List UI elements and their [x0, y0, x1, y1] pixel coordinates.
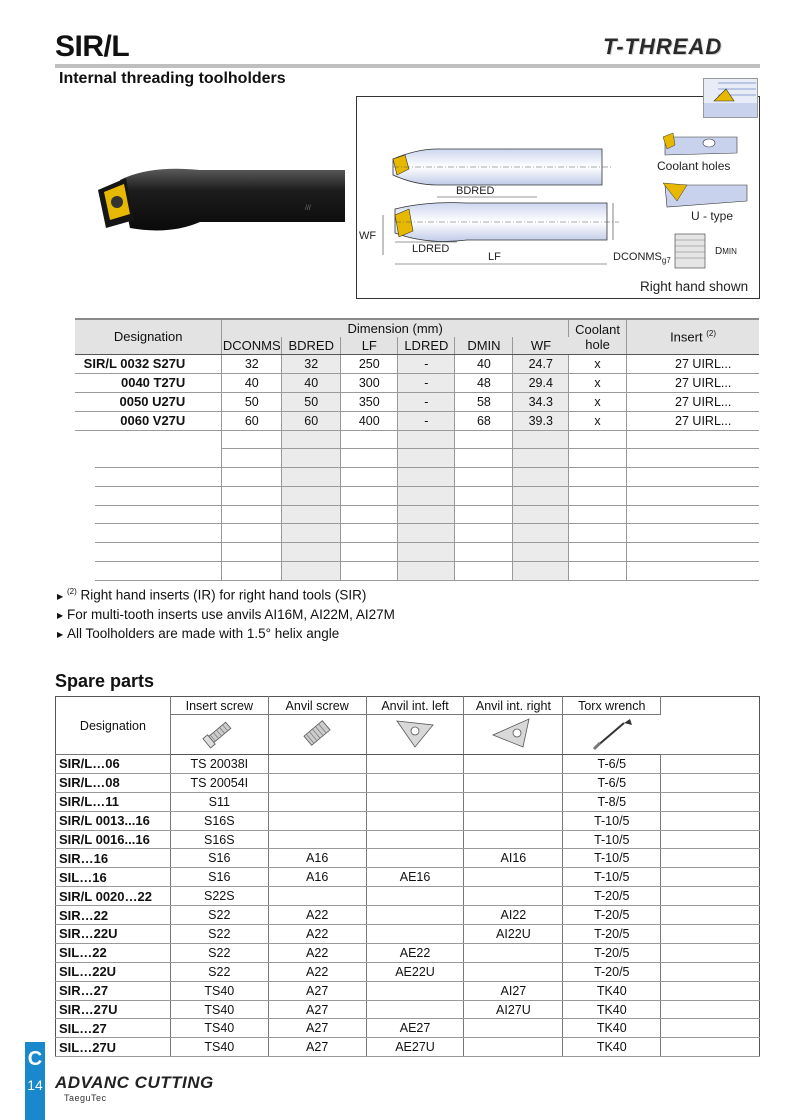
thread-thumbnail-art: [704, 79, 757, 117]
toolholder-photo: [90, 150, 345, 250]
spare-col-torx-wrench: Torx wrench: [563, 697, 661, 715]
advance-cutting-logo: ADVANC CUTTING: [55, 1073, 214, 1092]
spare-col-designation: Designation: [56, 697, 171, 755]
spare-table-row: SIL…27U TS40 A27 AE27U TK40: [56, 1038, 760, 1057]
technical-drawing: [356, 96, 760, 299]
insert-screw-icon: [170, 715, 268, 755]
spare-col-insert-screw: Insert screw: [170, 697, 268, 715]
col-dmin: DMIN: [455, 337, 513, 354]
empty-row: [75, 449, 759, 468]
spare-table-row: SIL…22 S22 A22 AE22 T-20/5: [56, 943, 760, 962]
note-item: ▶ All Toolholders are made with 1.5° helix angle: [57, 625, 395, 644]
spare-col-anvil-right: Anvil int. right: [464, 697, 563, 715]
spare-parts-title: Spare parts: [55, 671, 155, 691]
bdred-label: BDRED: [456, 185, 495, 197]
spare-table-row: SIR/L…08 TS 20054I T-6/5: [56, 773, 760, 792]
spare-table-row: SIR…22 S22 A22 AI22 T-20/5: [56, 906, 760, 925]
dmin-label: DMIN: [715, 246, 737, 257]
table-row: 0050 U27U 50 50 350 - 58 34.3 x 27 UIRL...: [75, 392, 759, 411]
wf-label: WF: [359, 230, 377, 242]
col-dimension: Dimension (mm): [222, 319, 569, 337]
col-dconms: DCONMS: [222, 337, 281, 353]
col-wf: WF: [513, 337, 569, 354]
bullet-triangle-icon: ▶: [57, 591, 64, 601]
empty-row: [75, 543, 759, 562]
anvil-right-icon: [464, 715, 563, 755]
table-row: SIR/L 0032 S27U 32 32 250 - 40 24.7 x 27 UIRL...: [75, 354, 759, 373]
toolholder-table: [55, 318, 759, 581]
spare-table-row: SIR/L…11 S11 T-8/5: [56, 792, 760, 811]
header-rule: [55, 64, 760, 68]
empty-row: [75, 524, 759, 543]
spare-table-row: SIR…16 S16 A16 AI16 T-10/5: [56, 849, 760, 868]
page-number: 14: [27, 1077, 43, 1093]
drawing-lines: [357, 97, 761, 300]
u-type-label: U - type: [691, 209, 734, 223]
coolant-holes-label: Coolant holes: [657, 159, 731, 173]
torx-wrench-icon: [563, 715, 661, 755]
empty-row: [75, 562, 759, 581]
note-item: ▶ For multi-tooth inserts use anvils AI16M, AI22M, AI27M: [57, 606, 395, 625]
page-title: SIR/L: [55, 30, 130, 63]
lf-label: LF: [488, 251, 501, 263]
spare-table-row: SIL…16 S16 A16 AE16 T-10/5: [56, 868, 760, 887]
anvil-left-icon: [366, 715, 464, 755]
col-bdred: BDRED: [282, 337, 341, 354]
spare-table-row: SIL…22U S22 A22 AE22U T-20/5: [56, 962, 760, 981]
empty-row: [75, 505, 759, 524]
ldred-label: LDRED: [412, 243, 450, 255]
brand-logo: T-THREAD: [603, 34, 723, 59]
col-designation: Designation: [75, 319, 222, 354]
table-row: 0060 V27U 60 60 400 - 68 39.3 x 27 UIRL...: [75, 411, 759, 430]
svg-text:///: ///: [305, 205, 311, 212]
spare-table-row: SIR/L 0020…22 S22S T-20/5: [56, 887, 760, 906]
bullet-triangle-icon: ▶: [57, 629, 64, 639]
dconms-label: $DCONMS_{g7}$: [613, 251, 671, 266]
spare-table-row: SIR/L 0013...16 S16S T-10/5: [56, 811, 760, 830]
empty-row: [75, 430, 759, 449]
spare-col-anvil-screw: Anvil screw: [268, 697, 366, 715]
col-insert: Insert $^{(2)}$: [627, 319, 759, 354]
spare-table-row: SIR/L…06 TS 20038I T-6/5: [56, 755, 760, 774]
anvil-screw-icon: [268, 715, 366, 755]
spare-parts-table: [55, 696, 760, 1057]
page-subtitle: Internal threading toolholders: [59, 70, 286, 87]
right-hand-shown-label: Right hand shown: [640, 279, 749, 294]
footnotes: [57, 583, 395, 644]
taegutec-logo: TaeguTec: [64, 1093, 107, 1103]
section-tab: C 14: [25, 1042, 45, 1120]
col-ldred: LDRED: [398, 337, 455, 354]
spare-table-row: SIR…27U TS40 A27 AI27U TK40: [56, 1000, 760, 1019]
spare-table-row: SIR…27 TS40 A27 AI27 TK40: [56, 981, 760, 1000]
bullet-triangle-icon: ▶: [57, 610, 64, 620]
thread-thumbnail: [703, 78, 758, 118]
col-coolant: Coolant hole: [569, 319, 627, 354]
spare-table-row: SIL…27 TS40 A27 AE27 TK40: [56, 1019, 760, 1038]
note-item: ▶ $^{(2)}$ Right hand inserts (IR) for right hand tools (SIR): [57, 583, 395, 606]
col-lf: LF: [341, 337, 398, 354]
empty-row: [75, 486, 759, 505]
spare-table-row: SIR…22U S22 A22 AI22U T-20/5: [56, 925, 760, 944]
empty-row: [75, 468, 759, 487]
table-row: 0040 T27U 40 40 300 - 48 29.4 x 27 UIRL...: [75, 373, 759, 392]
spare-col-anvil-left: Anvil int. left: [366, 697, 464, 715]
spare-table-row: SIR/L 0016...16 S16S T-10/5: [56, 830, 760, 849]
